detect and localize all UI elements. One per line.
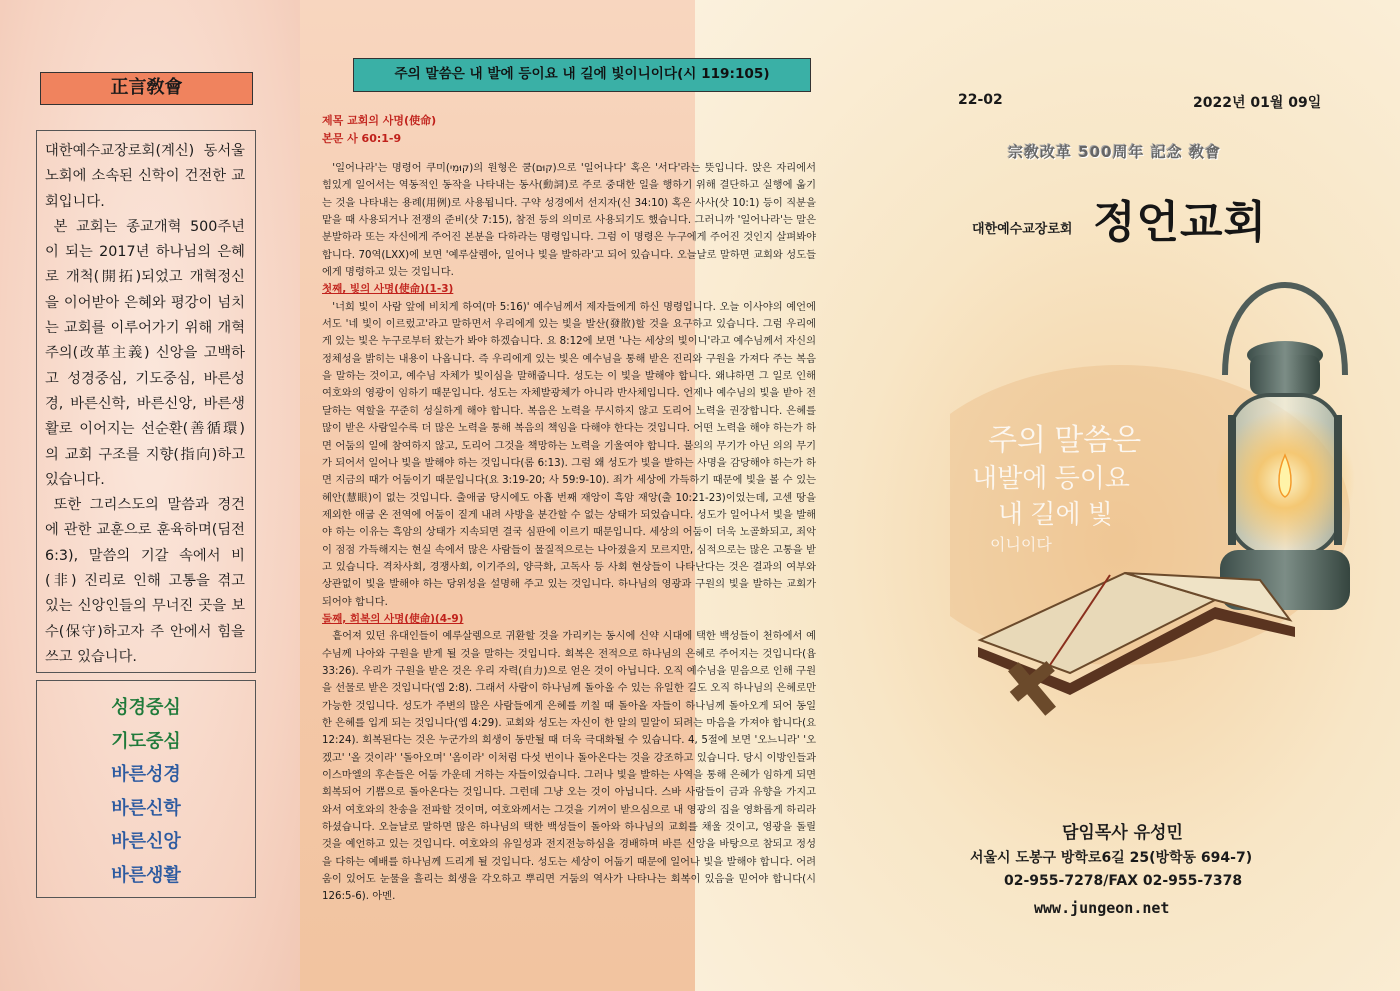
sermon-title: 제목 교회의 사명(使命) [322,114,437,127]
pillar-item: 바른신앙 [111,831,181,852]
pillar-item: 바른성경 [111,764,181,785]
section-2-title: 둘째, 회복의 사명(使命)(4-9) [322,612,464,625]
pillar-item: 바른생활 [111,864,181,886]
verse-banner: 주의 말씀은 내 발에 등이요 내 길에 빛이니이다(시 119:105) [353,58,811,92]
section-2-body: 흩어져 있던 유대인들이 예루살렘으로 귀환할 것을 가리키는 동시에 신약 시대에 택한 백성들이 천하에서 예수님께 나아와 구원을 받게 될 것을 말하는 것입니다. 회복은 전적으로 하나님의 은혜로 주어지는 것입니다(욥 33:26). 우리가 구원을 받은 것은 우리 자력(自力)으로 얻은 것이 아닙니다. 오직 예수님을 믿음으로 인해 구원을 선물로 받은 것입니다(엡 2:8). 그래서 사람이 하나님께 돌아올 수 있는 유일한 길도 오직 하나님의 은혜로만 가능한 것입니다. 성도가 주변의 많은 사람들에게 은혜를 끼칠 때 돌아올 자들이 하나님께 돌아오게 되어 동일한 은혜를 입게 되는 것입니다(엡 4:29). 교회와 성도는 자신이 한 알의 밀알이 되려는 마음을 가져야 합니다(요 12:24). 회복된다는 것은 누군가의 희생이 동반될 때 더욱 극대화될 수 있습니다. 4, 5절에 보면 '오느니라' '오겠고' '올 것이라' '돌아오며' '옴이라' 이처럼 다섯 번이나 돌아온다는 것을 강조하고 있습니다. 당시 이방인들과 이스마엘의 후손들은 어둠 가운데 거하는 자들이었습니다. 그러나 빛을 발하는 사역을 통해 은혜가 임하게 되면 회복되어 기쁨으로 돌아온다는 것입니다. 그런데 그냥 오는 것이 아닙니다. 스바 사람들이 금과 유향을 가지고 와서 여호와의 찬송을 전파할 것이며, 여호와께서는 그것을 기꺼이 받으심으로 내 영광의 집을 영화롭게 하리라 하셨습니다. 오늘날로 말하면 많은 하나님의 택한 백성들이 돌아와 하나님의 교회를 채울 것이고, 영광을 돌릴 것을 예언하고 있는 것입니다. 여호와의 유일성과 전지전능하심을 경배하며 바른 신앙을 바탕으로 참되고 정성을 다하는 예배를 하나님께 드리게 될 것입니다. 성도는 세상이 어둡기 때문에 일어나 빛을 발해야 합니다. 어려움이 있어도 눈물을 흘리는 희생을 각오하고 뿌리면 거둠의 역사가 나타나는 회복이 있음을 믿어야 합니다(시 126:5-6). 아멘. [322,630,816,903]
pillar-item: 성경중심 [111,697,181,718]
phone-fax: 02-955-7278/FAX 02-955-7378 [1004,873,1243,889]
art-text-line-4: 이니이다 [990,537,1052,554]
bulletin-date: 2022년 01월 09일 [1193,95,1322,111]
lantern-top [1250,355,1320,395]
denomination: 대한예수교장로회 [972,222,1073,237]
art-text-line-1: 주의 말씀은 [988,424,1142,457]
pastor-name: 담임목사 유성민 [1062,823,1183,843]
church-name-hanja: 正言敎會 [40,72,253,105]
intro-paragraph-2: 본 교회는 종교개혁 500주년이 되는 2017년 하나님의 은혜로 개척(開拓)되었고 개혁정신을 이어받아 은혜와 평강이 넘치는 교회를 이루어가기 위해 개혁주의(改革主義) 신앙을 고백하고 성경중심, 기도중심, 바른성경, 바른신학, 바른신앙, 바른생활로 이어지는 선순환(善循環)의 교회 구조를 지향(指向)하고 있습니다. [45,218,245,488]
art-text-line-2: 내발에 등이요 [972,463,1130,493]
motto: 宗敎改革 500周年 記念 敎會 [1008,143,1221,161]
art-text-line-3: 내 길에 빛 [998,499,1113,529]
lantern-bible-illustration [950,255,1400,725]
section-1-title: 첫째, 빛의 사명(使命)(1-3) [322,283,454,296]
pillar-item: 바른신학 [111,797,181,819]
intro-paragraph-1: 대한예수교장로회(계신) 동서울 노회에 소속된 신학이 건전한 교회입니다. [45,143,245,210]
section-1-body: '너희 빛이 사람 앞에 비치게 하여(마 5:16)' 예수님께서 제자들에게 하신 명령입니다. 오늘 이사야의 예언에서도 '네 빛이 이르렀고'라고 말하면서 우리에게 있는 빛을 발산(發散)할 것을 요구하고 있습니다. 그럼 우리에게 있는 빛은 누구로부터 왔는가 봐야 하겠습니다. 요 8:12에 보면 '나는 세상의 빛이니'라고 예수님께서 자신의 정체성을 밝히는 내용이 나옵니다. 즉 우리에게 있는 빛은 예수님을 통해 받은 진리와 구원을 가져다 주는 복음을 말하는 것이고, 예수님 자체가 빛이심을 말해줍니다. 성도는 이 빛을 발해야 합니다. 왜냐하면 그 일로 인해 여호와의 영광이 임하기 때문입니다. 성도는 자체발광체가 아니라 반사체입니다. 언제나 예수님의 빛을 받아 전달하는 역할을 꾸준히 성실하게 해야 합니다. 복음은 노력을 무시하지 않고 도리어 노력을 권장합니다. 은혜를 많이 받은 사람일수록 더 많은 노력을 통해 복음의 책임을 다해야 한다는 것입니다. 어떤 노력을 해야 하는가 하면 어둠의 일에 참여하지 않고, 도리어 그것을 책망하는 노력을 기울여야 합니다. 불의의 무기가 아닌 의의 무기가 되어서 일어나 빛을 발해야 하는 것입니다(롬 6:13). 그럼 왜 성도가 빛을 발하는 사명을 감당해야 하는가 하면 지금의 때가 어둠이기 때문입니다(요 3:19-20; 사 59:9-10). 죄가 세상에 가득하기 때문에 빛을 볼 수 있는 혜안(慧眼)이 없는 것입니다. 출애굽 당시에도 아홉 번째 재앙이 흑암 재앙(출 10:21-23)이었는데, 고센 땅을 제외한 애굽 온 전역에 어둠이 짙게 내려 사방을 분간할 수 없는 상태가 되었습니다. 성도가 일어나서 빛을 발해야 하는 이유는 흑암의 상태가 지속되면 결국 심판에 이르기 때문입니다. 세상의 어둠이 더욱 노골화되고, 죄악이 점점 가득해지는 현실 속에서 많은 사람들이 물질적으로는 나아졌을지 모르지만, 심적으로는 많은 고통을 받고 있습니다. 격차사회, 경쟁사회, 이기주의, 양극화, 고독사 등 사회 현상들이 나타난다는 것은 결과의 여부와 상관없이 빛을 발해야 하는 당위성을 설명해 주고 있는 것입니다. 하나님의 영광과 구원의 빛을 발하는 교회가 되어야 합니다. [322,300,816,608]
pillar-item: 기도중심 [111,730,181,752]
website: www.jungeon.net [1034,899,1170,917]
sermon-text-reference: 본문 사 60:1-9 [322,132,402,145]
church-pillars [36,680,256,898]
sermon-intro-paragraph: '일어나라'는 명령어 쿠미(קוּמִי)의 원형은 쿰(קוּם)으로 '일어나다' 혹은 '서다'라는 뜻입니다. 앉은 자리에서 힘있게 일어서는 역동적인 동작을 나타내는 동사(動詞)로 주로 중대한 일을 행하기 위해 결단하고 실행에 옮기는 것을 나타내는 용례(用例)로 사용됩니다. 구약 성경에서 선지자(신 34:10) 혹은 사사(삿 10:1) 등이 직분을 맡을 때 사용되거나 전쟁의 준비(삿 7:15), 참전 등의 의미로 사용되기도 했습니다. 그러니까 '일어나라'는 말은 분발하라 또는 자신에게 주어진 본분을 다하라는 명령입니다. 그럼 이 명령은 누구에게 주어진 것인지 살펴봐야 합니다. 70역(LXX)에 보면 '예루살렘아, 일어나 빛을 발하라'고 되어 있습니다. 오늘날로 말하면 교회와 성도들에게 명령하고 있는 것입니다. [322,162,816,279]
sermon-body [322,112,816,972]
spacer [322,148,816,160]
intro-paragraph-3: 또한 그리스도의 말씀과 경건에 관한 교훈으로 훈육하며(딤전 6:3), 말씀의 기갈 속에서 비(非) 진리로 인해 고통을 겪고 있는 신앙인들의 무너진 곳을 보수(保守)하고자 주 안에서 힘을 쓰고 있습니다. [45,497,245,665]
church-address: 서울시 도봉구 방학로6길 25(방학동 694-7) [970,850,1253,866]
church-name: 정언교회 [1093,197,1268,248]
church-introduction [36,130,256,673]
issue-number: 22-02 [958,92,1003,108]
